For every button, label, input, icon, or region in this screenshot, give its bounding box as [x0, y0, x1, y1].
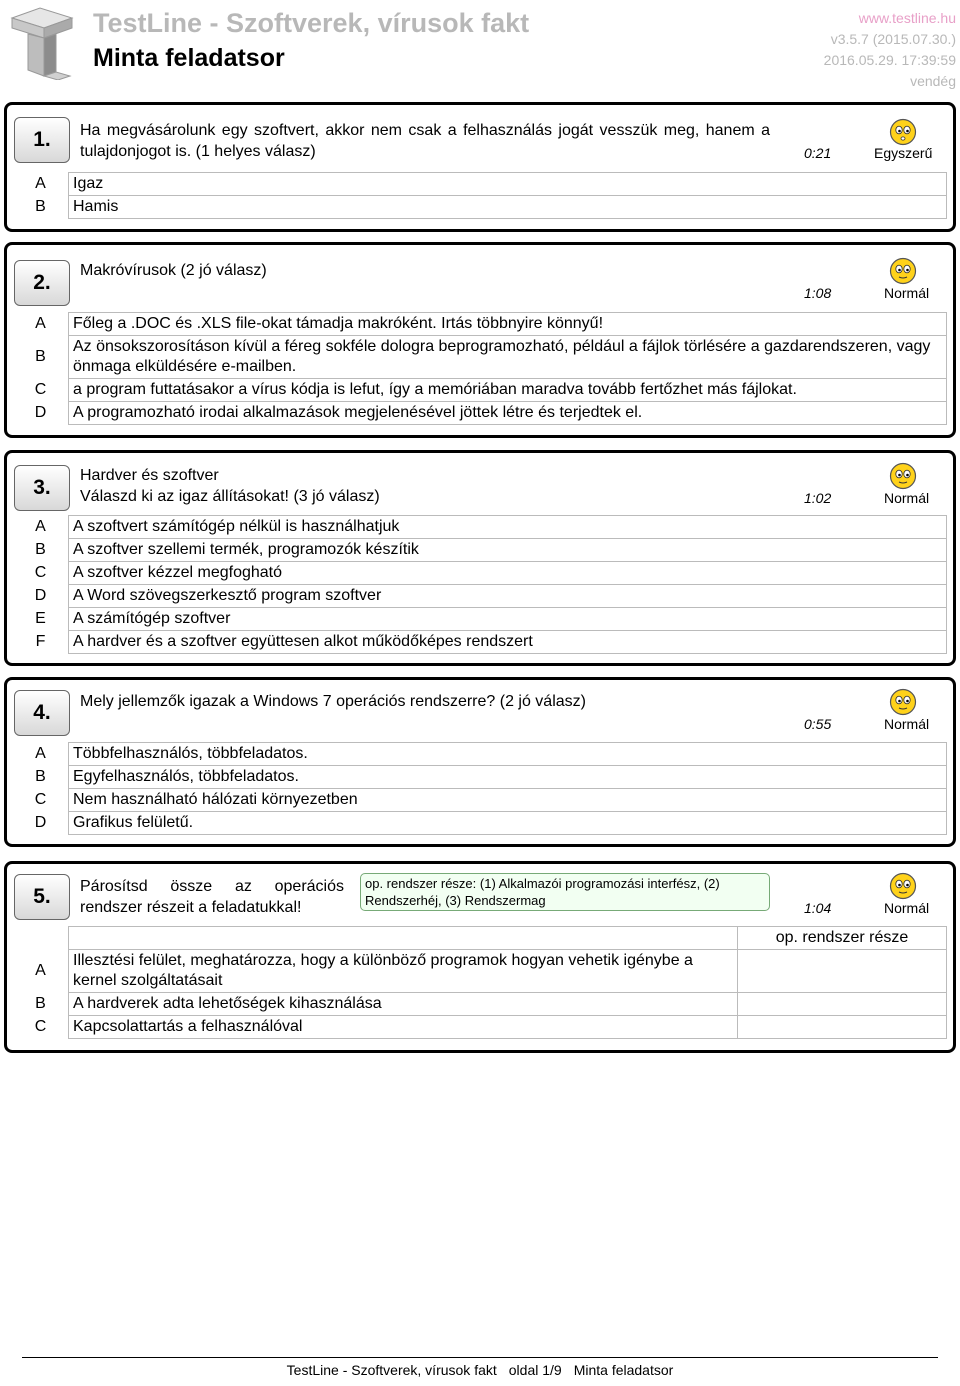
answer-text: A szoftvert számítógép nélkül is használhatjuk [69, 516, 947, 539]
matching-hint-box: op. rendszer része: (1) Alkalmazói programozási interfész, (2) Rendszerhéj, (3) Rendszermag [360, 873, 770, 911]
question-text-line2: Válaszd ki az igaz állításokat! (3 jó válasz) [80, 488, 380, 505]
answer-row[interactable] [13, 631, 947, 654]
answer-text: Nem használható hálózati környezetben [69, 789, 947, 812]
answer-table [13, 742, 947, 835]
question-time: 1:02 [804, 490, 832, 506]
footer-subtitle: Minta feladatsor [573, 1362, 674, 1378]
page-footer [22, 1357, 938, 1378]
answer-row[interactable] [13, 743, 947, 766]
answer-row[interactable] [13, 379, 947, 402]
answer-row[interactable] [13, 1016, 947, 1039]
answer-label: D [13, 402, 69, 425]
question-text: Ha megvásárolunk egy szoftvert, akkor nem csak a felhasználás jogát vesszük meg, hanem a tulajdonjogot is. (1 helyes válasz) [80, 122, 770, 160]
answer-row[interactable] [13, 766, 947, 789]
answer-text: A szoftver szellemi termék, programozók készítik [69, 539, 947, 562]
header-meta [824, 8, 956, 92]
answer-row[interactable] [13, 812, 947, 835]
page-title: TestLine - Szoftverek, vírusok fakt [93, 8, 530, 38]
answer-text: Hamis [69, 196, 947, 219]
answer-row[interactable] [13, 313, 947, 336]
matching-table [13, 926, 947, 1039]
question-number: 4. [14, 690, 70, 736]
difficulty-smiley-icon [889, 688, 917, 716]
answer-row[interactable] [13, 950, 947, 993]
answer-match-field[interactable] [738, 993, 947, 1016]
site-link[interactable]: www.testline.hu [858, 10, 956, 26]
answer-text: A programozható irodai alkalmazások megjelenésével jöttek létre és terjedtek el. [69, 402, 947, 425]
testline-logo-icon [8, 4, 78, 80]
answer-label: B [13, 766, 69, 789]
question-3 [4, 450, 956, 666]
answer-row[interactable] [13, 516, 947, 539]
answer-text: Többfelhasználós, többfeladatos. [69, 743, 947, 766]
question-difficulty: Normál [884, 490, 930, 506]
answer-text: A hardverek adta lehetőségek kihasználása [69, 993, 738, 1016]
answer-label: F [13, 631, 69, 654]
answer-row[interactable] [13, 402, 947, 425]
question-text: Párosítsd össze az operációs rendszer részeit a feladatukkal! [80, 878, 344, 916]
answer-text: A számítógép szoftver [69, 608, 947, 631]
question-text-line1: Hardver és szoftver [80, 467, 219, 484]
answer-row[interactable] [13, 585, 947, 608]
difficulty-smiley-icon [889, 118, 917, 146]
question-4 [4, 677, 956, 847]
answer-label: D [13, 585, 69, 608]
answer-text: Kapcsolattartás a felhasználóval [69, 1016, 738, 1039]
answer-label: A [13, 313, 69, 336]
question-text: Mely jellemzők igazak a Windows 7 operációs rendszerre? (2 jó válasz) [80, 693, 586, 710]
answer-match-field[interactable] [738, 1016, 947, 1039]
question-number: 5. [14, 874, 70, 920]
question-difficulty: Normál [884, 285, 930, 301]
answer-label: B [13, 336, 69, 379]
question-2 [4, 242, 956, 438]
difficulty-smiley-icon [889, 257, 917, 285]
answer-label: D [13, 812, 69, 835]
page-subtitle: Minta feladatsor [93, 44, 285, 72]
answer-text: Az önsokszorosításon kívül a féreg sokféle dologra beprogramozható, például a fájlok törlésére a gazdarendszeren, vagy önmaga elküldésére e-mailben. [69, 336, 947, 379]
question-number: 1. [14, 117, 70, 163]
answer-text: Illesztési felület, meghatározza, hogy a különböző programok hogyan vehetik igénybe a kernel szolgáltatásait [69, 950, 738, 993]
answer-label: C [13, 789, 69, 812]
footer-page: oldal 1/9 [508, 1362, 562, 1378]
answer-text: A szoftver kézzel megfogható [69, 562, 947, 585]
answer-row[interactable] [13, 608, 947, 631]
question-difficulty: Normál [884, 716, 930, 732]
answer-text: Igaz [69, 173, 947, 196]
answer-row[interactable] [13, 336, 947, 379]
answer-label: E [13, 608, 69, 631]
answer-label: A [13, 950, 69, 993]
difficulty-smiley-icon [889, 462, 917, 490]
answer-text: A hardver és a szoftver együttesen alkot működőképes rendszert [69, 631, 947, 654]
answer-label: A [13, 743, 69, 766]
user-text: vendég [910, 73, 956, 89]
answer-label: C [13, 1016, 69, 1039]
answer-label: B [13, 196, 69, 219]
answer-table [13, 172, 947, 219]
datetime-text: 2016.05.29. 17:39:59 [823, 52, 956, 68]
footer-title: TestLine - Szoftverek, vírusok fakt [286, 1362, 497, 1378]
answer-row[interactable] [13, 196, 947, 219]
difficulty-smiley-icon [889, 872, 917, 900]
answer-text: A Word szövegszerkesztő program szoftver [69, 585, 947, 608]
answer-text: Egyfelhasználós, többfeladatos. [69, 766, 947, 789]
answer-label: B [13, 993, 69, 1016]
version-text: v3.5.7 (2015.07.30.) [830, 31, 956, 47]
question-time: 0:55 [804, 716, 832, 732]
question-1 [4, 102, 956, 232]
answer-text: a program futtatásakor a vírus kódja is lefut, így a memóriában maradva tovább fertőzhet más fájlokat. [69, 379, 947, 402]
question-time: 1:08 [804, 285, 832, 301]
question-time: 1:04 [804, 900, 832, 916]
question-difficulty: Egyszerű [874, 145, 933, 161]
answer-label: A [13, 173, 69, 196]
answer-row[interactable] [13, 789, 947, 812]
question-text: Makróvírusok (2 jó válasz) [80, 262, 267, 279]
answer-table [13, 515, 947, 654]
question-number: 3. [14, 465, 70, 511]
answer-label: B [13, 539, 69, 562]
page-header [0, 0, 960, 90]
question-number: 2. [14, 260, 70, 306]
answer-row[interactable] [13, 173, 947, 196]
answer-row[interactable] [13, 993, 947, 1016]
question-time: 0:21 [804, 145, 832, 161]
answer-match-field[interactable] [738, 950, 947, 993]
question-difficulty: Normál [884, 900, 930, 916]
answer-text: Grafikus felületű. [69, 812, 947, 835]
question-5 [4, 861, 956, 1053]
answer-text: Főleg a .DOC és .XLS file-okat támadja makróként. Irtás többnyire könnyű! [69, 313, 947, 336]
answer-table [13, 312, 947, 425]
answer-label: A [13, 516, 69, 539]
matching-header-row [13, 927, 947, 950]
answer-label: C [13, 379, 69, 402]
answer-row[interactable] [13, 562, 947, 585]
answer-label: C [13, 562, 69, 585]
answer-row[interactable] [13, 539, 947, 562]
column-header: op. rendszer része [738, 927, 947, 950]
